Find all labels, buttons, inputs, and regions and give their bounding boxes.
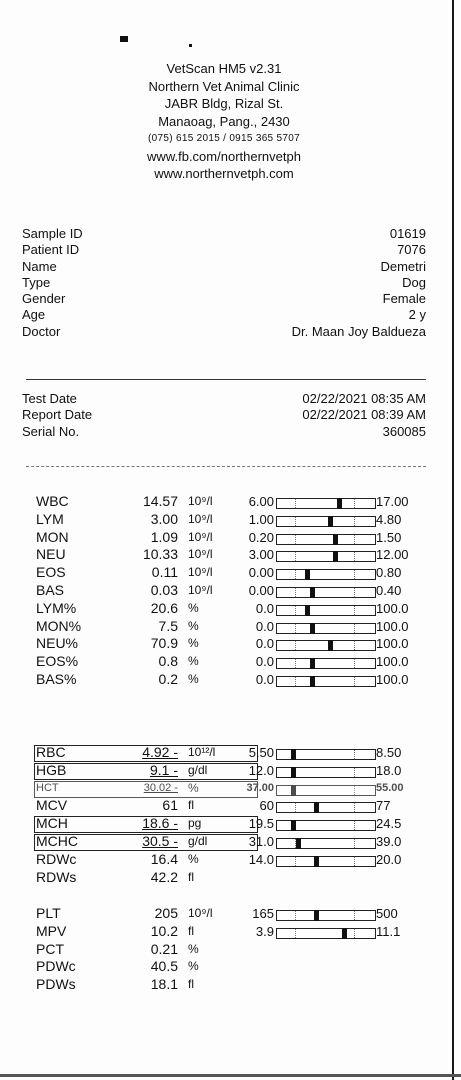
range-high: 0.40 — [376, 582, 402, 598]
result-unit: % — [188, 780, 199, 795]
normal-band — [295, 552, 356, 561]
range-high: 8.50 — [376, 745, 402, 760]
value-marker — [333, 551, 338, 562]
range-bar — [276, 587, 376, 598]
result-unit: 10⁹/l — [188, 582, 213, 597]
result-name: MCHC — [36, 832, 78, 849]
result-unit: 10⁹/l — [188, 511, 213, 526]
info-label: Patient ID — [22, 242, 80, 258]
range-bar — [276, 605, 376, 616]
range-bar — [276, 534, 376, 545]
value-marker — [310, 658, 315, 669]
normal-band — [295, 588, 356, 597]
result-value: 0.2 — [158, 670, 178, 687]
range-bar — [276, 569, 376, 580]
result-name: MPV — [36, 922, 67, 939]
result-name: BAS% — [36, 670, 77, 687]
value-marker — [314, 910, 319, 921]
range-low: 0.0 — [255, 600, 274, 616]
normal-band — [295, 641, 356, 650]
device-name: VetScan HM5 v2.31 — [166, 61, 282, 76]
result-value: 18.6 - — [142, 815, 178, 832]
range-high: 39.0 — [376, 833, 402, 849]
result-unit: pg — [188, 816, 202, 831]
range-high: 500 — [376, 906, 398, 921]
value-marker — [305, 605, 310, 616]
info-label: Sample ID — [22, 226, 83, 241]
result-unit: 10⁹/l — [188, 529, 213, 544]
result-value: 42.2 — [150, 868, 178, 885]
range-low: 6.00 — [248, 494, 274, 509]
result-name: EOS% — [36, 653, 79, 670]
value-marker — [310, 623, 315, 634]
result-unit: % — [188, 851, 199, 866]
range-low: 0.20 — [248, 529, 274, 545]
range-low: 12.0 — [248, 762, 274, 778]
print-speck — [189, 44, 192, 47]
range-high: 100.0 — [376, 636, 409, 652]
result-name: RDWc — [36, 850, 77, 867]
result-value: 30.5 - — [142, 832, 178, 849]
info-row — [22, 307, 426, 323]
result-name: PDWc — [36, 958, 76, 975]
range-bar — [276, 658, 376, 669]
result-unit: g/dl — [188, 762, 208, 777]
result-unit: % — [188, 941, 199, 956]
range-bar — [276, 910, 376, 921]
value-marker — [291, 767, 296, 778]
result-unit: fl — [188, 798, 194, 813]
info-label: Report Date — [22, 407, 93, 423]
facebook-url: www.fb.com/northernvetph — [147, 148, 301, 164]
result-name: RBC — [36, 744, 66, 760]
info-row — [22, 226, 426, 242]
range-high: 100.0 — [376, 618, 409, 634]
normal-band — [295, 535, 356, 544]
info-row — [22, 275, 426, 291]
range-high: 77 — [376, 798, 391, 814]
result-value: 10.33 — [142, 546, 178, 563]
result-value: 10.2 — [150, 922, 178, 939]
normal-band — [295, 786, 356, 795]
normal-band — [295, 750, 356, 759]
range-low: 31.0 — [248, 833, 274, 849]
address-line-1: JABR Bldg, Rizal St. — [164, 96, 284, 111]
info-row — [22, 291, 426, 307]
range-high: 55.00 — [376, 781, 404, 794]
result-value: 61 — [162, 797, 178, 814]
info-row — [22, 391, 426, 407]
website-url: www.northernvetph.com — [154, 166, 294, 181]
result-value: 205 — [154, 905, 178, 921]
normal-band — [295, 911, 356, 920]
result-value: 30.02 - — [143, 781, 178, 794]
result-value: 0.11 — [151, 564, 178, 581]
info-value: 02/22/2021 08:35 AM — [302, 391, 426, 406]
info-label: Age — [22, 307, 46, 323]
range-low: 0.00 — [248, 582, 274, 598]
range-high: 11.1 — [376, 923, 401, 939]
result-value: 7.5 — [158, 617, 178, 634]
value-marker — [291, 820, 296, 831]
result-name: NEU% — [36, 635, 79, 652]
normal-band — [295, 857, 356, 866]
info-label: Name — [22, 258, 57, 274]
result-value: 70.9 — [150, 635, 178, 652]
result-value: 1.09 — [150, 528, 178, 545]
range-low: 19.5 — [248, 816, 274, 832]
range-high: 4.80 — [376, 511, 402, 527]
info-label: Test Date — [22, 391, 77, 406]
range-high: 100.0 — [376, 600, 409, 616]
result-unit: % — [188, 600, 199, 615]
result-value: 16.4 — [150, 850, 178, 867]
normal-band — [295, 677, 356, 686]
info-row — [22, 259, 426, 275]
result-value: 3.00 — [150, 510, 178, 527]
normal-band — [295, 821, 356, 830]
result-value: 14.57 — [142, 493, 178, 509]
value-marker — [291, 785, 296, 796]
range-high: 24.5 — [376, 816, 402, 832]
result-name: PLT — [36, 905, 61, 921]
value-marker — [314, 802, 319, 813]
range-bar — [276, 640, 376, 651]
result-value: 0.8 — [158, 653, 178, 670]
range-bar — [276, 749, 376, 760]
value-marker — [291, 749, 296, 760]
result-name: MCH — [36, 815, 68, 832]
range-low: 60 — [259, 798, 274, 814]
range-high: 100.0 — [376, 671, 409, 687]
info-row — [22, 242, 426, 258]
normal-band — [295, 570, 356, 579]
test-info — [22, 391, 426, 440]
range-high: 0.80 — [376, 565, 402, 581]
normal-band — [295, 606, 356, 615]
result-unit: 10⁹/l — [188, 906, 213, 920]
range-low: 37.00 — [246, 781, 274, 794]
result-value: 4.92 - — [142, 744, 178, 760]
info-value: 01619 — [389, 226, 426, 241]
result-name: MON% — [36, 617, 82, 634]
value-marker — [328, 516, 333, 527]
phone-numbers: (075) 615 2015 / 0915 365 5707 — [148, 133, 300, 144]
result-unit: % — [188, 636, 199, 651]
info-row — [22, 407, 426, 423]
range-high: 20.0 — [376, 851, 402, 867]
range-high: 17.00 — [376, 494, 409, 509]
range-bar — [276, 767, 376, 778]
value-marker — [328, 640, 333, 651]
info-value: Demetri — [380, 258, 426, 274]
result-name: HCT — [36, 781, 59, 794]
paper-edge — [452, 0, 454, 1080]
print-speck — [120, 36, 128, 42]
info-value: 7076 — [397, 242, 426, 258]
range-high: 1.50 — [376, 529, 402, 545]
range-low: 165 — [252, 906, 274, 921]
result-unit: fl — [188, 923, 194, 938]
paper-edge — [0, 1074, 461, 1077]
value-marker — [310, 676, 315, 687]
range-low: 0.00 — [248, 565, 274, 581]
info-row — [22, 324, 426, 340]
range-bar — [276, 676, 376, 687]
range-bar — [276, 820, 376, 831]
result-name: RDWs — [36, 868, 77, 885]
info-label: Type — [22, 274, 51, 290]
value-marker — [310, 587, 315, 598]
result-name: WBC — [36, 493, 69, 509]
range-low: 0.0 — [255, 654, 274, 670]
normal-band — [295, 499, 356, 508]
address-line-2: Manaoag, Pang., 2430 — [158, 113, 290, 129]
range-bar — [276, 498, 376, 509]
info-value: Dr. Maan Joy Baldueza — [291, 323, 426, 339]
result-name: LYM — [36, 510, 64, 527]
value-marker — [337, 498, 342, 509]
range-bar — [276, 928, 376, 939]
range-bar — [276, 838, 376, 849]
result-unit: g/dl — [188, 833, 208, 848]
result-unit: % — [188, 671, 199, 686]
result-unit: 10⁹/l — [188, 547, 213, 562]
result-value: 0.21 — [150, 940, 178, 957]
clinic-header — [0, 60, 448, 183]
range-bar — [276, 516, 376, 527]
patient-info — [22, 226, 426, 340]
result-name: BAS — [36, 581, 65, 598]
range-low: 5.50 — [248, 745, 274, 760]
normal-band — [295, 624, 356, 633]
normal-band — [295, 517, 356, 526]
result-name: PCT — [36, 940, 64, 957]
info-value: 360085 — [382, 423, 426, 439]
result-value: 18.1 — [150, 976, 178, 993]
result-unit: 10¹²/l — [188, 745, 216, 759]
result-unit: fl — [188, 977, 194, 992]
result-name: PDWs — [36, 976, 76, 993]
result-unit: 10⁹/l — [188, 494, 213, 508]
range-low: 3.00 — [248, 547, 274, 563]
result-name: LYM% — [36, 599, 77, 616]
result-unit: % — [188, 959, 199, 974]
result-value: 9.1 - — [149, 761, 178, 778]
result-name: NEU — [36, 546, 66, 563]
range-low: 0.0 — [255, 636, 274, 652]
value-marker — [333, 534, 338, 545]
range-high: 18.0 — [376, 762, 402, 778]
value-marker — [342, 928, 347, 939]
range-bar — [276, 551, 376, 562]
range-bar — [276, 785, 376, 796]
range-bar — [276, 623, 376, 634]
range-low: 1.00 — [248, 511, 274, 527]
range-bar — [276, 802, 376, 813]
range-low: 0.0 — [255, 618, 274, 634]
info-label: Doctor — [22, 323, 61, 339]
result-value: 0.03 — [150, 581, 178, 598]
info-value: 2 y — [408, 307, 426, 323]
normal-band — [295, 659, 356, 668]
info-value: Female — [382, 291, 426, 307]
info-label: Gender — [22, 291, 66, 307]
info-value: Dog — [402, 274, 426, 290]
info-row — [22, 424, 426, 440]
divider — [26, 379, 426, 380]
range-high: 12.00 — [376, 547, 409, 563]
result-unit: % — [188, 618, 199, 633]
value-marker — [314, 856, 319, 867]
clinic-name: Northern Vet Animal Clinic — [148, 78, 300, 94]
normal-band — [295, 839, 356, 848]
result-unit: fl — [188, 869, 194, 884]
value-marker — [305, 569, 310, 580]
range-low: 3.9 — [255, 923, 274, 939]
result-value: 40.5 — [150, 958, 178, 975]
range-bar — [276, 856, 376, 867]
range-high: 100.0 — [376, 654, 409, 670]
result-unit: 10⁹/l — [188, 565, 213, 580]
result-name: EOS — [36, 564, 66, 581]
result-unit: % — [188, 654, 199, 669]
result-name: MON — [36, 528, 69, 545]
range-low: 0.0 — [255, 671, 274, 687]
normal-band — [295, 768, 356, 777]
result-value: 20.6 — [150, 599, 178, 616]
normal-band — [295, 803, 356, 812]
divider — [26, 466, 426, 467]
result-name: MCV — [36, 797, 68, 814]
result-name: HGB — [36, 761, 67, 778]
range-low: 14.0 — [248, 851, 274, 867]
info-value: 02/22/2021 08:39 AM — [302, 407, 426, 423]
value-marker — [296, 838, 301, 849]
info-label: Serial No. — [22, 423, 80, 439]
